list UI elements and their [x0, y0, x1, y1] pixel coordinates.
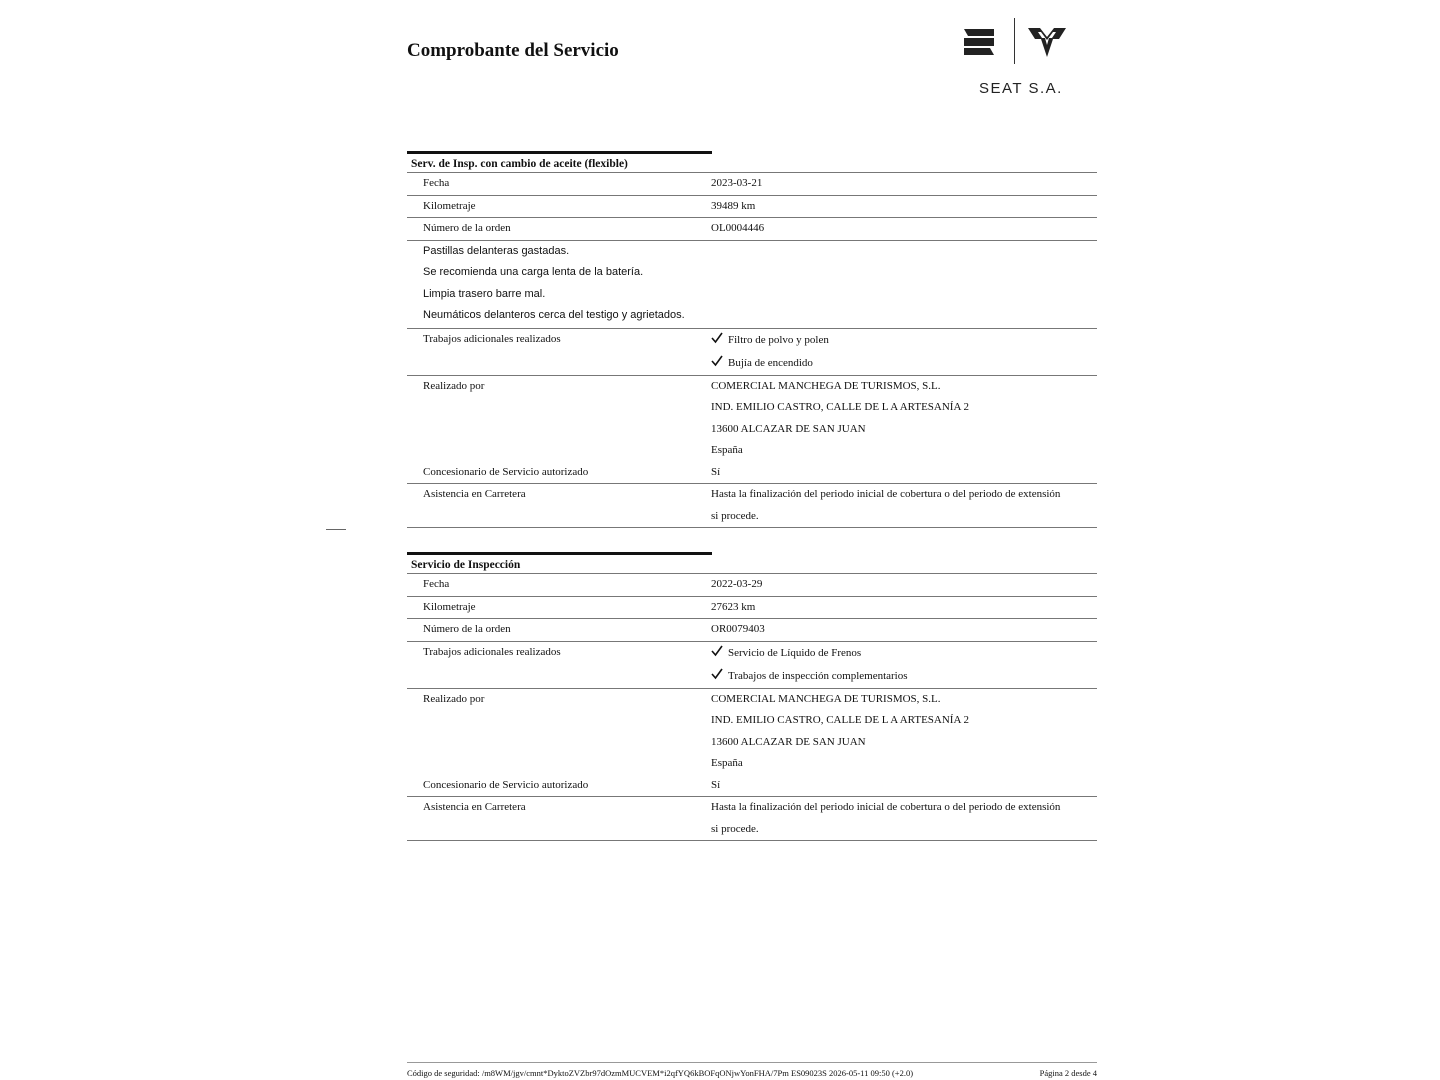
address-line: COMERCIAL MANCHEGA DE TURISMOS, S.L.: [711, 379, 941, 392]
asistencia-line: Hasta la finalización del periodo inicial de cobertura o del periodo de extensión: [711, 488, 1061, 500]
checkmark-icon: [711, 668, 723, 680]
trabajos-list: [711, 642, 1097, 688]
note-item: Limpia trasero barre mal.: [423, 287, 546, 300]
section-title: Servicio de Inspección: [407, 555, 1097, 574]
page-number: Página 2 desde 4: [1039, 1068, 1097, 1078]
asistencia-label: Asistencia en Carretera: [423, 488, 526, 500]
checkmark-icon: [711, 645, 723, 657]
address-line: España: [711, 444, 743, 456]
address-line: España: [711, 757, 743, 769]
asistencia-value: [711, 484, 1097, 527]
trabajo-item: [711, 352, 1093, 375]
page-footer: [407, 1062, 1097, 1078]
margin-mark: [326, 529, 346, 530]
trabajo-item: [711, 642, 1093, 665]
orden-label: Número de la orden: [423, 222, 511, 234]
brand-name: SEAT S.A.: [979, 80, 1063, 97]
address-line: 13600 ALCAZAR DE SAN JUAN: [711, 422, 866, 435]
fecha-value: 2022-03-29: [711, 578, 763, 590]
seat-logo-icon: [962, 27, 996, 57]
concesionario-label: Concesionario de Servicio autorizado: [423, 778, 589, 791]
orden-label: Número de la orden: [423, 623, 511, 635]
trabajo-item: [711, 329, 1093, 352]
concesionario-label: Concesionario de Servicio autorizado: [423, 465, 589, 478]
checkmark-icon: [711, 355, 723, 367]
row-asistencia: [407, 484, 1097, 528]
row-fecha: [407, 574, 1097, 597]
realizado-label: Realizado por: [423, 379, 485, 392]
address-line: COMERCIAL MANCHEGA DE TURISMOS, S.L.: [711, 692, 941, 705]
trabajo-text: Bujía de encendido: [728, 356, 813, 369]
km-label: Kilometraje: [423, 199, 476, 212]
asistencia-line: si procede.: [711, 509, 759, 522]
address-line: IND. EMILIO CASTRO, CALLE DE L A ARTESANÍA 2: [711, 714, 970, 726]
orden-value: OL0004446: [711, 222, 765, 234]
row-kilometraje: [407, 597, 1097, 620]
row-orden: [407, 619, 1097, 642]
logo-divider: [1014, 18, 1015, 64]
trabajos-label: Trabajos adicionales realizados: [423, 645, 561, 658]
row-trabajos: [407, 642, 1097, 689]
service-record-2: [407, 552, 1097, 841]
address-line: 13600 ALCAZAR DE SAN JUAN: [711, 735, 866, 748]
realizado-address: [711, 689, 1097, 775]
service-record-1: [407, 151, 1097, 528]
row-realizado: [407, 376, 1097, 462]
trabajos-label: Trabajos adicionales realizados: [423, 332, 561, 345]
asistencia-line: Hasta la finalización del periodo inicial de cobertura o del periodo de extensión: [711, 801, 1061, 813]
note-item: Se recomienda una carga lenta de la batería.: [423, 266, 644, 278]
km-value: 39489 km: [711, 199, 756, 212]
asistencia-label: Asistencia en Carretera: [423, 801, 526, 813]
row-asistencia: [407, 797, 1097, 841]
row-concesionario: [407, 775, 1097, 798]
trabajos-list: [711, 329, 1097, 375]
row-concesionario: [407, 462, 1097, 485]
row-kilometraje: [407, 196, 1097, 219]
fecha-label: Fecha: [423, 177, 450, 189]
concesionario-value: Sí: [711, 465, 721, 478]
trabajo-text: Trabajos de inspección complementarios: [728, 669, 908, 682]
fecha-value: 2023-03-21: [711, 177, 763, 189]
asistencia-line: si procede.: [711, 822, 759, 835]
row-realizado: [407, 689, 1097, 775]
realizado-address: [711, 376, 1097, 462]
km-label: Kilometraje: [423, 600, 476, 613]
trabajo-text: Servicio de Líquido de Frenos: [728, 646, 862, 659]
service-notes: [407, 241, 1097, 329]
fecha-label: Fecha: [423, 578, 450, 590]
row-orden: [407, 218, 1097, 241]
note-item: Pastillas delanteras gastadas.: [423, 244, 570, 257]
trabajo-text: Filtro de polvo y polen: [728, 333, 829, 346]
checkmark-icon: [711, 332, 723, 344]
address-line: IND. EMILIO CASTRO, CALLE DE L A ARTESANÍA 2: [711, 401, 970, 413]
asistencia-value: [711, 797, 1097, 840]
concesionario-value: Sí: [711, 778, 721, 791]
page-title: Comprobante del Servicio: [407, 40, 619, 61]
row-trabajos: [407, 329, 1097, 376]
realizado-label: Realizado por: [423, 692, 485, 705]
orden-value: OR0079403: [711, 623, 765, 635]
note-item: Neumáticos delanteros cerca del testigo y agrietados.: [423, 309, 685, 321]
cupra-logo-icon: [1026, 25, 1068, 59]
brand-logo: [958, 18, 1070, 98]
security-code: Código de seguridad: /m8WM/jgv/cmnt*DyktoZVZbr97dOzmMUCVEM*i2qfYQ6kBOFqONjwYonFHA/7Pm ES09023S 2026-05-11 09:50 (+2.0): [407, 1068, 914, 1078]
row-fecha: [407, 173, 1097, 196]
km-value: 27623 km: [711, 600, 756, 613]
trabajo-item: [711, 665, 1093, 688]
section-title: Serv. de Insp. con cambio de aceite (flexible): [407, 154, 1097, 173]
